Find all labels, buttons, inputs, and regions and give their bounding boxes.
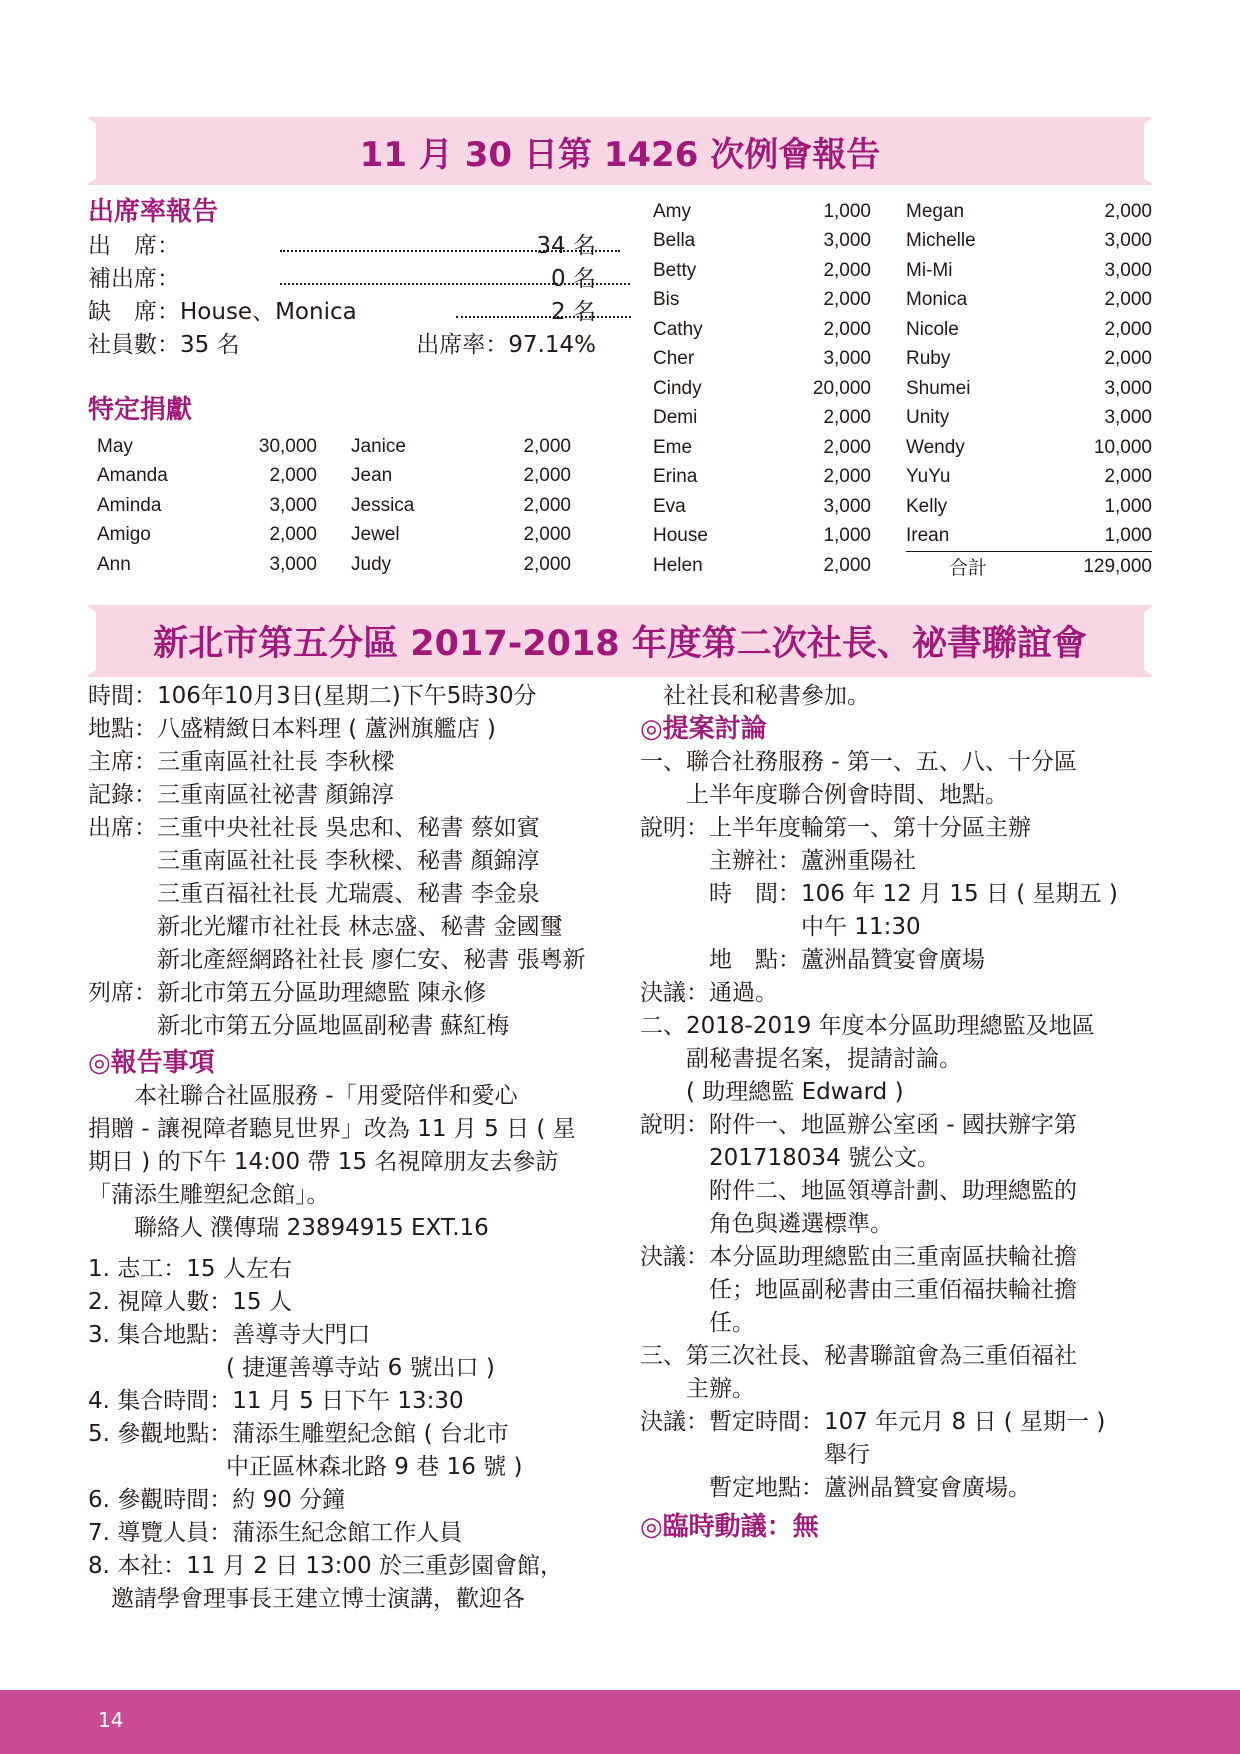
proposal-line: 地 點：蘆洲晶贊宴會廣場 — [640, 947, 985, 973]
donor-name: Amy — [653, 200, 691, 222]
donor-name: Bis — [653, 289, 680, 311]
report-title-banner — [88, 117, 1152, 185]
report-list-item: 8. 本社：11 月 2 日 13:00 於三重彭園會館， — [88, 1553, 563, 1579]
donation-amount: 1,000 — [1030, 522, 1152, 552]
meeting-info-line: 主席：三重南區社社長 李秋樑 — [88, 749, 395, 775]
proposal-line: 任；地區副秘書由三重佰福扶輪社擔 — [640, 1277, 1077, 1303]
donation-amount: 3,000 — [269, 553, 317, 575]
present-value: 34 名 — [536, 233, 596, 259]
meeting-right-column — [640, 680, 1118, 1544]
donor-name: Ann — [97, 553, 131, 575]
donor-name: Monica — [906, 289, 968, 311]
report-line: 本社聯合社區服務 -「用愛陪伴和愛心 — [88, 1083, 518, 1109]
donor-name: Nicole — [906, 318, 959, 340]
report-list-item: 4. 集合時間：11 月 5 日下午 13:30 — [88, 1388, 464, 1414]
report-line: 捐贈 - 讓視障者聽見世界」改為 11 月 5 日 ( 星 — [88, 1116, 576, 1142]
report-list-item: 7. 導覽人員：蒲添生紀念館工作人員 — [88, 1520, 463, 1546]
report-list-item: 邀請學會理事長王建立博士演講，歡迎各 — [88, 1586, 525, 1612]
donation-row — [906, 433, 1152, 463]
donation-amount: 2,000 — [523, 465, 571, 487]
attendance-makeup — [88, 263, 596, 295]
donation-table-d — [906, 197, 1152, 582]
donor-name: Megan — [906, 200, 965, 222]
donation-row — [653, 345, 871, 375]
donor-name: Aminda — [97, 494, 162, 516]
attendance-summary — [88, 329, 596, 361]
donation-amount: 2,000 — [269, 524, 317, 546]
meeting-info-line: 記錄：三重南區社祕書 顏錦淳 — [88, 782, 395, 808]
donation-amount: 2,000 — [823, 289, 871, 311]
leader-dots — [456, 316, 631, 318]
meeting-info-line: 三重南區社社長 李秋樑、秘書 顏錦淳 — [88, 848, 540, 874]
donor-name: Judy — [351, 553, 392, 575]
makeup-value: 0 名 — [551, 266, 596, 292]
donation-row — [653, 256, 871, 286]
donor-name: Helen — [653, 554, 703, 576]
donor-name: Wendy — [906, 436, 965, 458]
donation-amount: 2,000 — [523, 553, 571, 575]
proposal-line: 中午 11:30 — [640, 914, 921, 940]
donation-table-c — [653, 197, 871, 581]
donation-amount: 1,000 — [823, 200, 871, 222]
proposal-line: 角色與遴選標準。 — [640, 1211, 893, 1237]
donation-row — [653, 522, 871, 552]
donation-amount: 2,000 — [823, 407, 871, 429]
meeting-info-line: 新北光耀市社社長 林志盛、秘書 金國璽 — [88, 914, 563, 940]
temp-motion-heading: ◎臨時動議：無 — [640, 1512, 819, 1542]
donor-name: Janice — [351, 435, 406, 457]
donation-row — [97, 491, 317, 521]
proposal-line: 主辦社：蘆洲重陽社 — [640, 848, 916, 874]
donation-amount: 3,000 — [823, 495, 871, 517]
meeting-title: 新北市第五分區 2017-2018 年度第二次社長、祕書聯誼會 — [153, 624, 1087, 664]
donation-row — [97, 432, 317, 462]
meeting-info-line: 時間：106年10月3日(星期二)下午5時30分 — [88, 683, 537, 709]
donation-row — [906, 492, 1152, 522]
donation-amount: 2,000 — [823, 318, 871, 340]
donation-row — [653, 433, 871, 463]
absent-label: 缺 席：House、Monica — [88, 299, 357, 325]
donation-row — [906, 345, 1152, 375]
donor-name: Eme — [653, 436, 693, 458]
donation-heading: 特定捐獻 — [88, 395, 193, 425]
donor-name: Cathy — [653, 318, 703, 340]
proposal-line: 決議：暫定時間：107 年元月 8 日 ( 星期一 ) — [640, 1409, 1106, 1435]
proposal-line: 主辦。 — [640, 1376, 755, 1402]
donation-amount: 1,000 — [1104, 495, 1152, 517]
report-line: 期日 ) 的下午 14:00 帶 15 名視障朋友去參訪 — [88, 1149, 559, 1175]
present-label: 出 席： — [88, 233, 180, 259]
donation-row — [653, 315, 871, 345]
donation-row — [653, 197, 871, 227]
report-list-item: 3. 集合地點：善導寺大門口 — [88, 1322, 371, 1348]
attendance-heading: 出席率報告 — [88, 197, 219, 227]
donor-name: Jessica — [351, 494, 415, 516]
donation-total-row — [906, 552, 1152, 582]
donation-amount: 2,000 — [1104, 348, 1152, 370]
donation-amount: 3,000 — [1104, 377, 1152, 399]
donation-row — [906, 463, 1152, 493]
donation-amount: 3,000 — [823, 230, 871, 252]
donation-amount: 2,000 — [523, 524, 571, 546]
donor-name: Shumei — [906, 377, 971, 399]
donation-amount: 2,000 — [1104, 200, 1152, 222]
total-label: 合計 — [948, 558, 987, 580]
member-count: 社員數：35 名 — [88, 332, 240, 358]
meeting-info-line: 三重百福社社長 尤瑞震、秘書 李金泉 — [88, 881, 540, 907]
page-footer — [0, 1690, 1240, 1754]
report-heading: ◎報告事項 — [88, 1048, 215, 1078]
donation-amount: 2,000 — [823, 436, 871, 458]
absent-value: 2 名 — [551, 299, 596, 325]
donor-name: Cher — [653, 348, 695, 370]
proposal-line: 上半年度聯合例會時間、地點。 — [640, 782, 1008, 808]
proposal-line: 副秘書提名案，提請討論。 — [640, 1046, 962, 1072]
proposal-line: 暫定地點：蘆洲晶贊宴會廣場。 — [640, 1475, 1031, 1501]
donation-amount: 2,000 — [823, 259, 871, 281]
donation-amount: 2,000 — [823, 554, 871, 576]
report-list-item: 5. 參觀地點：蒲添生雕塑紀念館 ( 台北市 — [88, 1421, 509, 1447]
donor-name: Erina — [653, 466, 698, 488]
donation-row — [351, 521, 571, 551]
donor-name: Jewel — [351, 524, 400, 546]
proposal-line: ( 助理總監 Edward ) — [640, 1079, 904, 1105]
donation-row — [653, 227, 871, 257]
donation-amount: 2,000 — [523, 494, 571, 516]
proposal-line: 二、2018-2019 年度本分區助理總監及地區 — [640, 1013, 1095, 1039]
report-list-item: 6. 參觀時間：約 90 分鐘 — [88, 1487, 346, 1513]
meeting-title-banner — [88, 605, 1152, 677]
donation-row — [97, 521, 317, 551]
donation-row — [906, 522, 1152, 552]
donor-name: Betty — [653, 259, 697, 281]
donation-row — [906, 315, 1152, 345]
donor-name: Unity — [906, 407, 950, 429]
donation-row — [351, 491, 571, 521]
donation-amount: 3,000 — [1104, 407, 1152, 429]
donor-name: May — [97, 435, 133, 457]
proposal-line: 決議：通過。 — [640, 980, 778, 1006]
proposal-line: 附件二、地區領導計劃、助理總監的 — [640, 1178, 1077, 1204]
meeting-info-line: 列席：新北市第五分區助理總監 陳永修 — [88, 980, 487, 1006]
report-line: 聯絡人 濮傳瑞 23894915 EXT.16 — [88, 1215, 489, 1241]
meeting-info-line: 新北市第五分區地區副秘書 蘇紅梅 — [88, 1013, 510, 1039]
donation-amount: 3,000 — [1104, 259, 1152, 281]
total-value: 129,000 — [1083, 555, 1152, 577]
report-list-item: 1. 志工：15 人左右 — [88, 1256, 292, 1282]
report-list-item: 中正區林森北路 9 巷 16 號 ) — [88, 1454, 523, 1480]
report-title: 11 月 30 日第 1426 次例會報告 — [359, 134, 881, 175]
donor-name: House — [653, 525, 708, 547]
donor-name: Eva — [653, 495, 686, 517]
donor-name: Amigo — [97, 524, 151, 546]
proposal-line: 201718034 號公文。 — [640, 1145, 941, 1171]
donation-amount: 2,000 — [823, 466, 871, 488]
donation-row — [351, 550, 571, 580]
proposal-line: 說明：上半年度輪第一、第十分區主辦 — [640, 815, 1031, 841]
donation-amount: 3,000 — [823, 348, 871, 370]
donation-amount: 10,000 — [1093, 436, 1152, 458]
donation-row — [906, 404, 1152, 434]
proposal-line: 三、第三次社長、秘書聯誼會為三重佰福社 — [640, 1343, 1077, 1369]
donation-row — [906, 227, 1152, 257]
page-number: 14 — [98, 1708, 124, 1732]
donation-row — [97, 462, 317, 492]
proposal-line: 舉行 — [640, 1442, 870, 1468]
donation-table-b — [351, 432, 571, 580]
attendance-present — [88, 230, 596, 262]
donation-row — [653, 286, 871, 316]
donation-row — [653, 374, 871, 404]
donation-amount: 3,000 — [1104, 230, 1152, 252]
donation-table-a — [97, 432, 317, 580]
donation-row — [906, 374, 1152, 404]
donor-name: Mi-Mi — [906, 259, 953, 281]
donation-row — [351, 432, 571, 462]
donation-amount: 2,000 — [269, 465, 317, 487]
donor-name: Ruby — [906, 348, 951, 370]
donation-amount: 1,000 — [823, 525, 871, 547]
proposal-heading: ◎提案討論 — [640, 714, 767, 744]
donation-row — [653, 404, 871, 434]
attendance-absent — [88, 296, 596, 328]
report-list-item: ( 捷運善導寺站 6 號出口 ) — [88, 1355, 495, 1381]
donor-name: Jean — [351, 465, 393, 487]
donation-row — [97, 550, 317, 580]
donation-row — [351, 462, 571, 492]
proposal-line: 說明：附件一、地區辦公室函 - 國扶辦字第 — [640, 1112, 1077, 1138]
donation-amount: 2,000 — [1104, 318, 1152, 340]
report-list-item: 2. 視障人數：15 人 — [88, 1289, 292, 1315]
donation-row — [906, 286, 1152, 316]
donation-row — [653, 463, 871, 493]
makeup-label: 補出席： — [88, 266, 180, 292]
donation-amount: 2,000 — [523, 435, 571, 457]
donation-amount: 30,000 — [258, 435, 317, 457]
donation-row — [653, 551, 871, 581]
meeting-info-line: 地點：八盛精緻日本料理 ( 蘆洲旗艦店 ) — [88, 716, 496, 742]
donation-amount: 2,000 — [1104, 289, 1152, 311]
donor-name: Irean — [906, 522, 1030, 552]
meeting-info-line: 出席：三重中央社社長 吳忠和、秘書 蔡如賓 — [88, 815, 540, 841]
donor-name: Kelly — [906, 495, 948, 517]
report-line: 「蒲添生雕塑紀念館」。 — [88, 1182, 330, 1208]
donor-name: Michelle — [906, 230, 976, 252]
proposal-line: 一、聯合社務服務 - 第一、五、八、十分區 — [640, 749, 1077, 775]
proposal-line: 任。 — [640, 1310, 755, 1336]
donation-row — [906, 256, 1152, 286]
proposal-line: 決議：本分區助理總監由三重南區扶輪社擔 — [640, 1244, 1077, 1270]
continued-line: 社社長和秘書參加。 — [640, 683, 870, 709]
donation-amount: 2,000 — [1104, 466, 1152, 488]
meeting-left-column — [88, 680, 586, 1616]
meeting-info-line: 新北產經網路社社長 廖仁安、秘書 張粵新 — [88, 947, 586, 973]
donation-row — [653, 492, 871, 522]
donation-row — [906, 197, 1152, 227]
donor-name: Cindy — [653, 377, 702, 399]
donor-name: YuYu — [906, 466, 951, 488]
donor-name: Bella — [653, 230, 696, 252]
donation-amount: 20,000 — [812, 377, 871, 399]
attendance-rate: 出席率：97.14% — [416, 332, 596, 358]
donor-name: Amanda — [97, 465, 168, 487]
proposal-line: 時 間：106 年 12 月 15 日 ( 星期五 ) — [640, 881, 1118, 907]
donor-name: Demi — [653, 407, 698, 429]
donation-amount: 3,000 — [269, 494, 317, 516]
